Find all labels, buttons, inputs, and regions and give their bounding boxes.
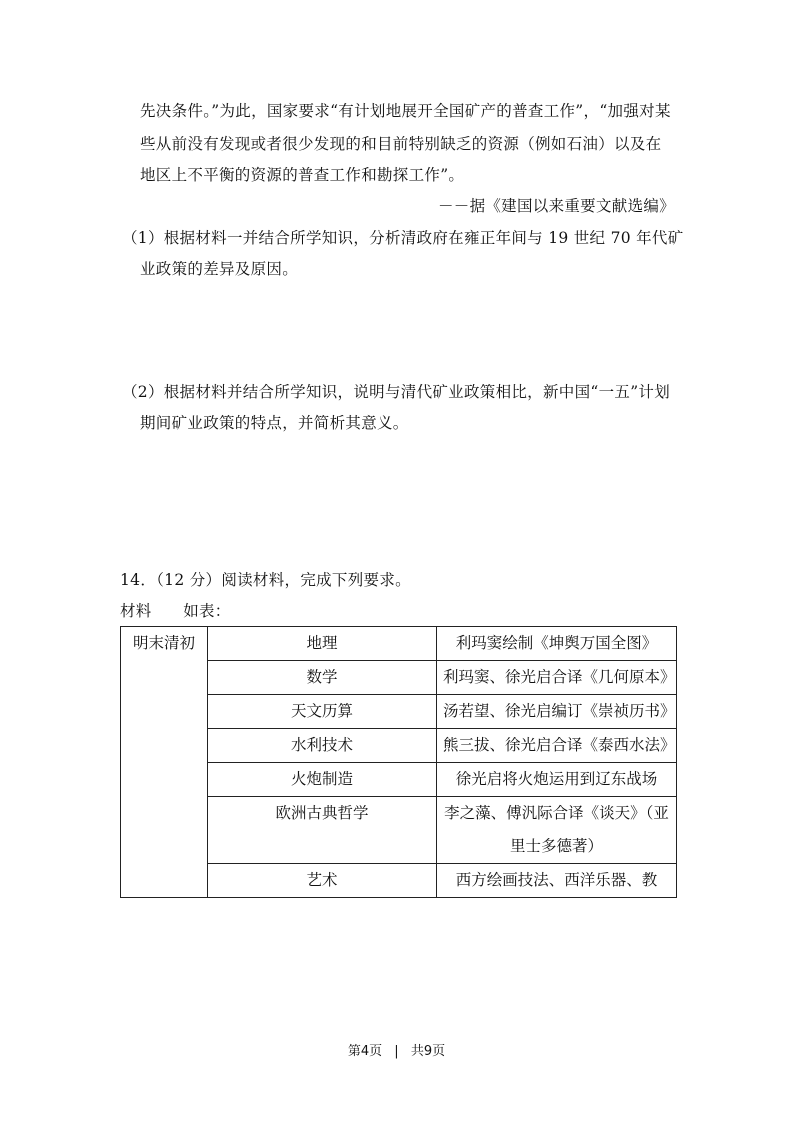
source-citation: －－据《建国以来重要文献选编》 [437, 197, 675, 215]
question-2-line-2: 期间矿业政策的特点，并简析其意义。 [140, 414, 409, 432]
work-cell: 汤若望、徐光启编订《崇祯历书》 [437, 695, 677, 729]
field-cell: 水利技术 [208, 729, 437, 763]
field-cell: 地理 [208, 627, 437, 661]
work-cell: 李之藻、傅汎际合译《谈天》（亚里士多德著） [437, 797, 677, 864]
page-total: 共9页 [410, 1044, 446, 1059]
field-cell: 天文历算 [208, 695, 437, 729]
work-cell: 利玛窦绘制《坤舆万国全图》 [437, 627, 677, 661]
field-cell: 数学 [208, 661, 437, 695]
field-cell: 火炮制造 [208, 763, 437, 797]
question-14-heading: 14．（12 分）阅读材料，完成下列要求。 [120, 571, 411, 589]
material-label: 材料 如表： [120, 602, 231, 620]
field-cell: 艺术 [208, 864, 437, 898]
question-1-line-2: 业政策的差异及原因。 [140, 260, 299, 278]
material-table [120, 626, 677, 898]
work-cell: 西方绘画技法、西洋乐器、教 [437, 864, 677, 898]
page-number: 第4页 [347, 1044, 383, 1059]
table-row [121, 627, 677, 661]
material-line-3: 地区上不平衡的资源的普查工作和勘探工作”。 [140, 166, 465, 184]
material-line-2: 些从前没有发现或者很少发现的和目前特别缺乏的资源（例如石油）以及在 [140, 135, 662, 153]
footer-separator: | [394, 1044, 399, 1059]
era-cell: 明末清初 [121, 627, 208, 898]
field-cell: 欧洲古典哲学 [208, 797, 437, 864]
work-cell: 徐光启将火炮运用到辽东战场 [437, 763, 677, 797]
page-footer [0, 1040, 793, 1059]
question-1-line-1: （1）根据材料一并结合所学知识，分析清政府在雍正年间与 19 世纪 70 年代矿 [122, 229, 684, 247]
question-2-line-1: （2）根据材料并结合所学知识，说明与清代矿业政策相比，新中国“一五”计划 [122, 383, 671, 401]
work-cell: 熊三拔、徐光启合译《泰西水法》 [437, 729, 677, 763]
work-cell: 利玛窦、徐光启合译《几何原本》 [437, 661, 677, 695]
material-line-1: 先决条件。”为此，国家要求“有计划地展开全国矿产的普查工作”，“加强对某 [140, 102, 671, 120]
